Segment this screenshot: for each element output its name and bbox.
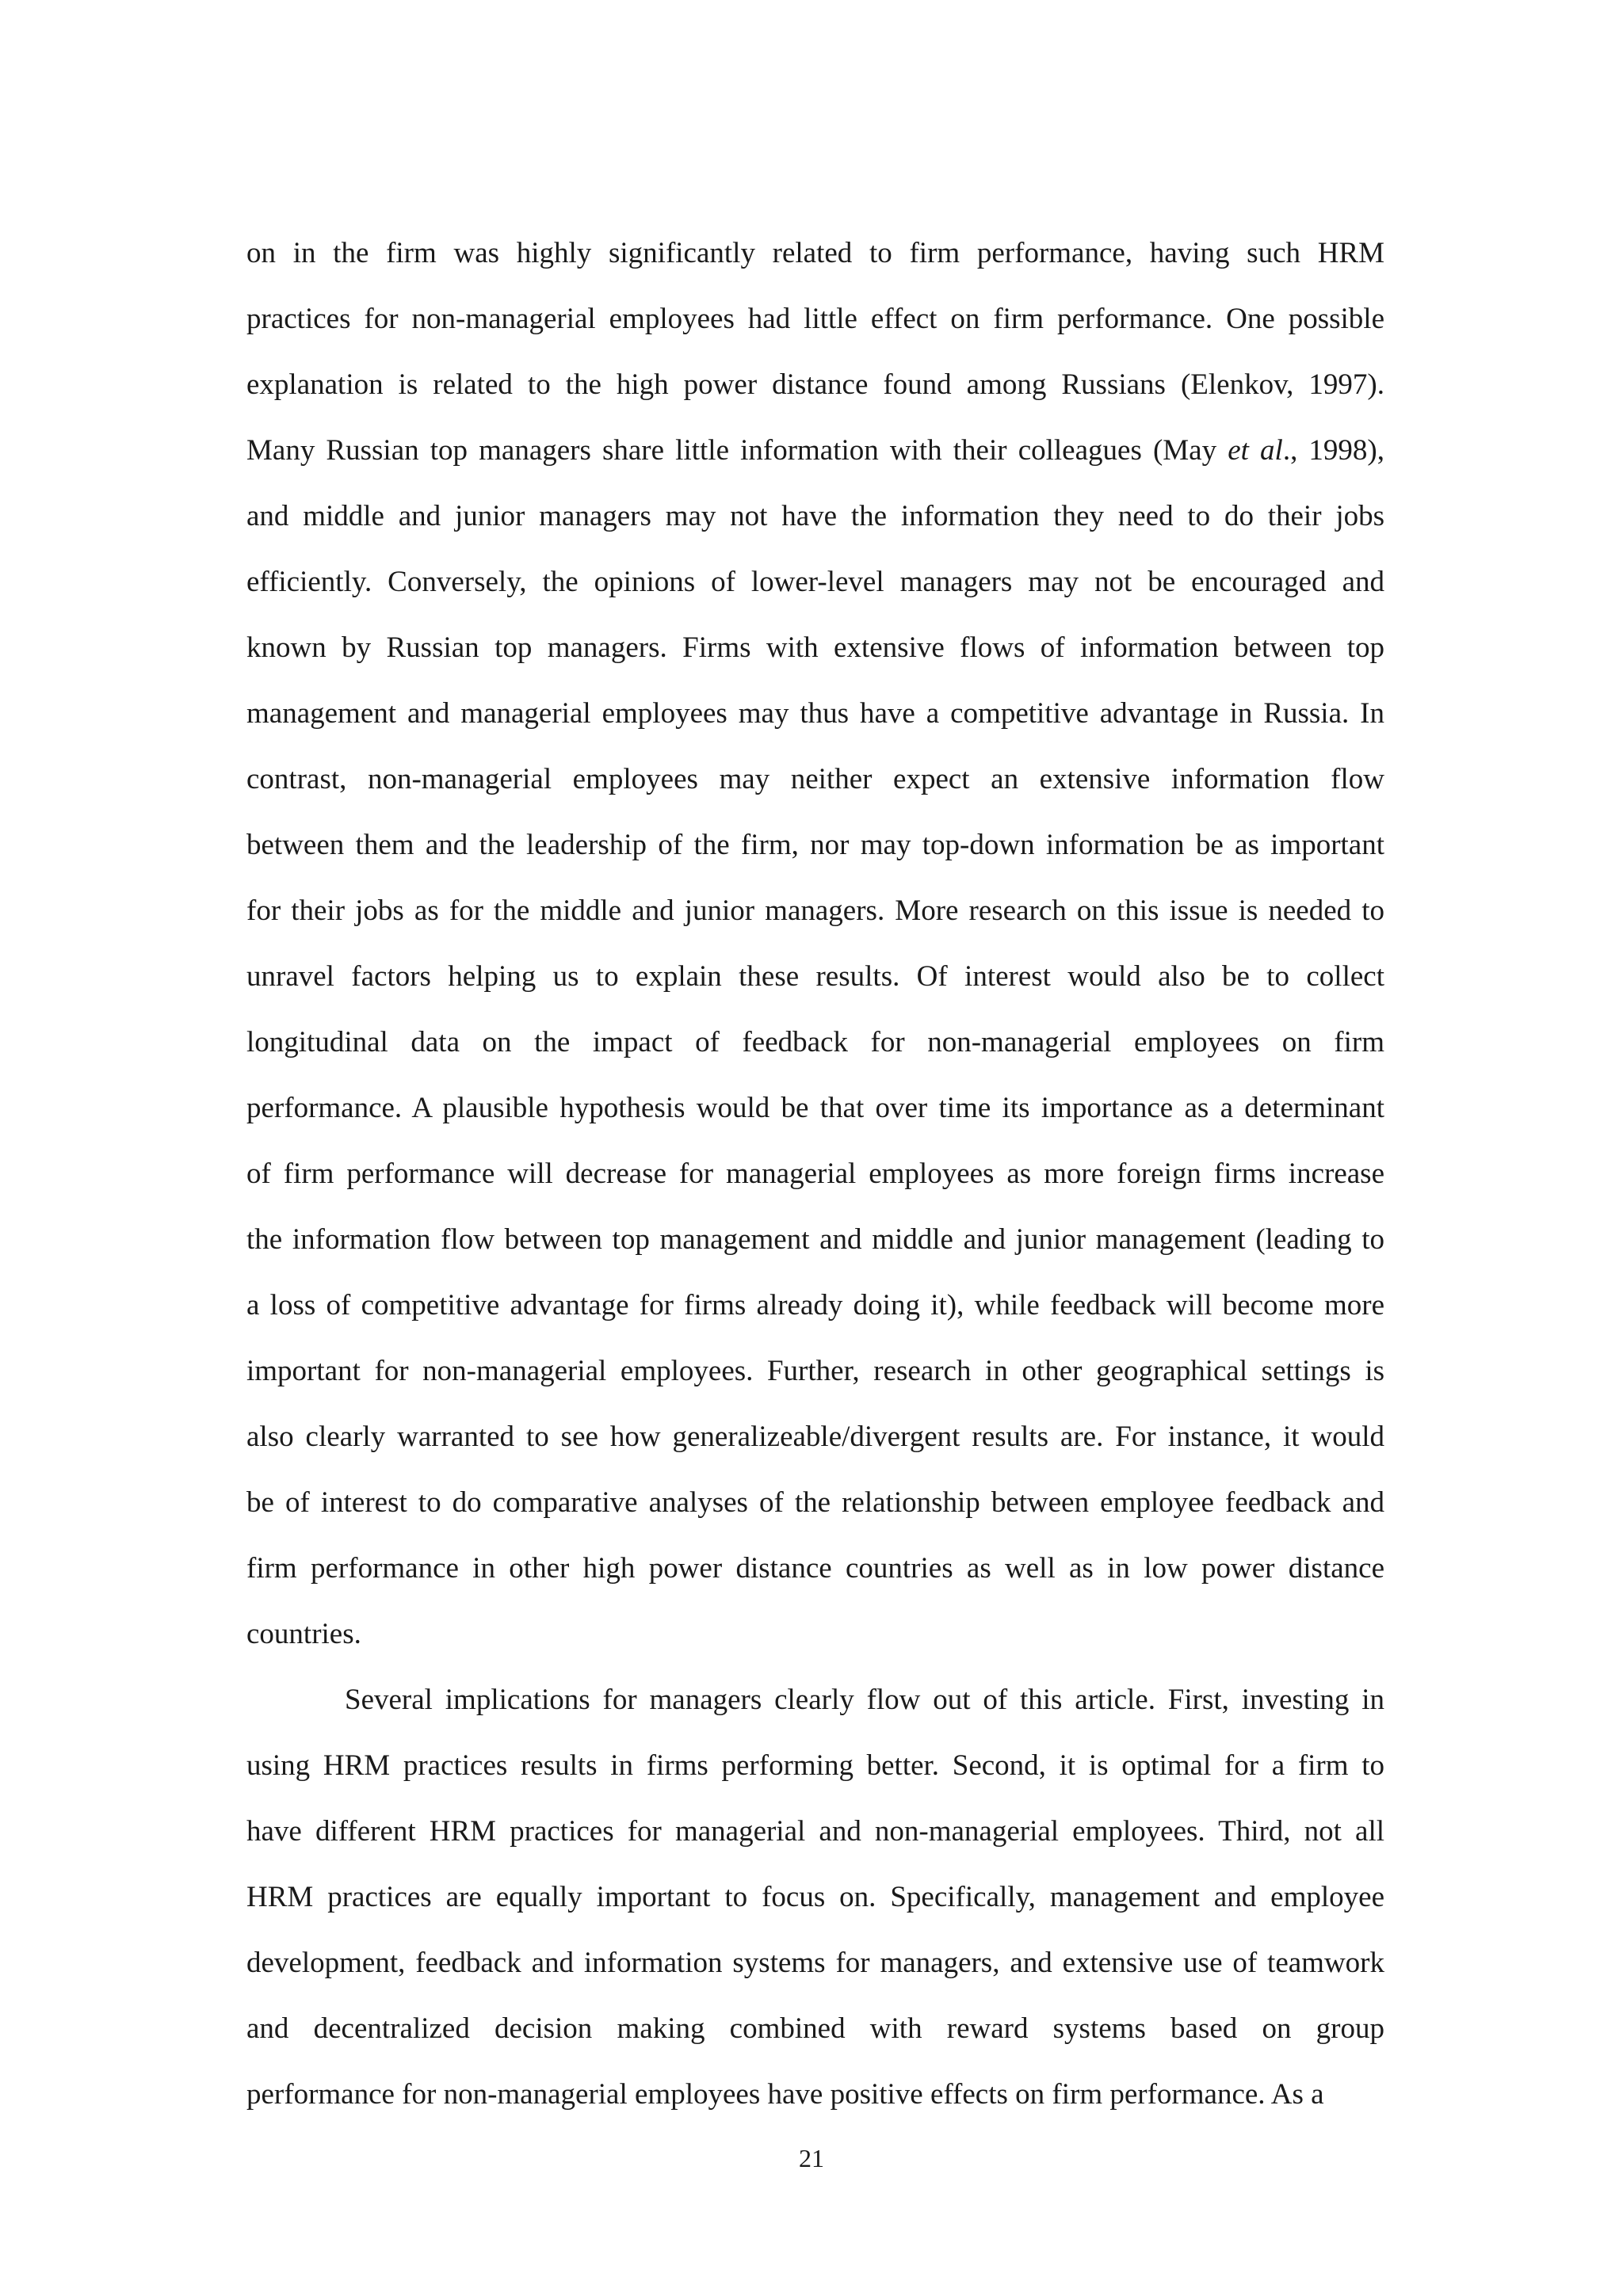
text-line: on in the firm was highly significantly related to firm performance, having such HRM (246, 237, 1384, 269)
text-line: practices for non-managerial employees had little effect on firm performance. One possible (246, 303, 1384, 335)
paragraph-implications (246, 1667, 1384, 2127)
text-line: Many Russian top managers share little information with their colleagues (May et al., 1998), (246, 434, 1384, 467)
text-line: contrast, non-managerial employees may neither expect an extensive information flow (246, 763, 1384, 795)
text-line: also clearly warranted to see how generalizeable/divergent results are. For instance, it would (246, 1421, 1384, 1453)
text-line: have different HRM practices for managerial and non-managerial employees. Third, not all (246, 1815, 1384, 1848)
text-line: and middle and junior managers may not have the information they need to do their jobs (246, 500, 1384, 532)
text-line: a loss of competitive advantage for firms already doing it), while feedback will become more (246, 1289, 1384, 1322)
text-line: between them and the leadership of the firm, nor may top-down information be as important (246, 829, 1384, 861)
text-line: development, feedback and information systems for managers, and extensive use of teamwork (246, 1947, 1384, 1979)
text-line: the information flow between top management and middle and junior management (leading to (246, 1223, 1384, 1256)
text-line: of firm performance will decrease for managerial employees as more foreign firms increase (246, 1158, 1384, 1190)
page-number: 21 (799, 2144, 824, 2172)
text-line: unravel factors helping us to explain these results. Of interest would also be to collect (246, 960, 1384, 993)
text-line: explanation is related to the high power distance found among Russians (Elenkov, 1997). (246, 368, 1384, 401)
text-line: efficiently. Conversely, the opinions of lower-level managers may not be encouraged and (246, 566, 1384, 598)
text-line: countries. (246, 1618, 361, 1650)
text-line: performance. A plausible hypothesis would be that over time its importance as a determinant (246, 1092, 1384, 1124)
body-text (246, 220, 1384, 2127)
text-line: be of interest to do comparative analyses of the relationship between employee feedback and (246, 1486, 1384, 1519)
text-line: and decentralized decision making combined with reward systems based on group (246, 2012, 1384, 2045)
text-line: longitudinal data on the impact of feedback for non-managerial employees on firm (246, 1026, 1384, 1058)
text-line: Several implications for managers clearly flow out of this article. First, investing in (345, 1684, 1384, 1716)
text-line: important for non-managerial employees. Further, research in other geographical settings is (246, 1355, 1384, 1387)
text-line: HRM practices are equally important to focus on. Specifically, management and employee (246, 1881, 1384, 1913)
paragraph-continuation (246, 220, 1384, 1667)
text-line: known by Russian top managers. Firms with extensive flows of information between top (246, 631, 1384, 664)
text-line: using HRM practices results in firms performing better. Second, it is optimal for a firm to (246, 1749, 1384, 1782)
text-line: firm performance in other high power distance countries as well as in low power distance (246, 1552, 1384, 1585)
text-line: for their jobs as for the middle and junior managers. More research on this issue is needed to (246, 894, 1384, 927)
text-line: performance for non-managerial employees have positive effects on firm performance. As a (246, 2078, 1324, 2111)
text-line: management and managerial employees may thus have a competitive advantage in Russia. In (246, 697, 1384, 730)
